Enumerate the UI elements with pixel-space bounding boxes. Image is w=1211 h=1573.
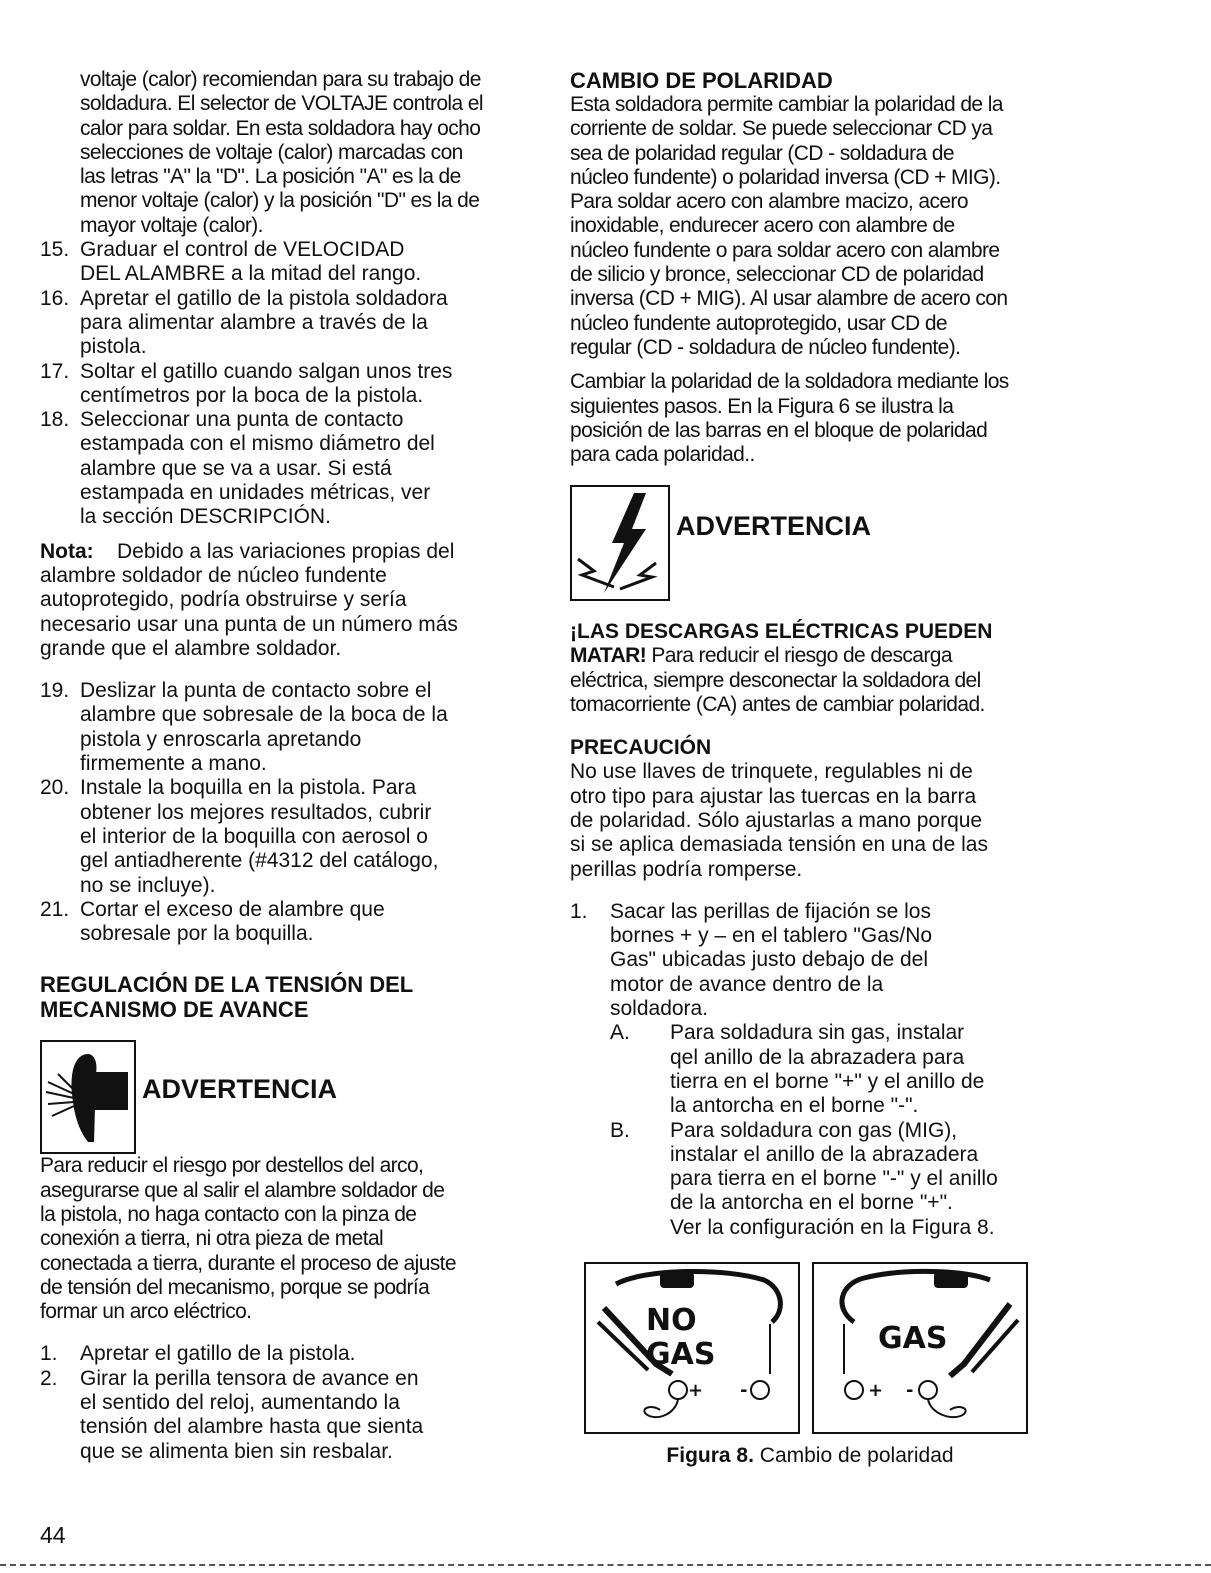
- text-line: Para soldadura con gas (MIG),: [670, 1118, 958, 1142]
- text-line: alambre soldador de núcleo fundente: [40, 563, 387, 587]
- text-line: conexión a tierra, ni otra pieza de metal: [40, 1227, 384, 1251]
- heading-line: MECANISMO DE AVANCE: [40, 997, 309, 1023]
- text-line: Gas" ubicadas justo debajo de del: [610, 948, 929, 972]
- text-line: Ver la configuración en la Figura 8.: [670, 1215, 995, 1239]
- step-number: 2.: [40, 1366, 58, 1390]
- step-18: [40, 408, 530, 529]
- polarity-substep-a: [570, 1021, 1050, 1118]
- step-number: 16.: [40, 286, 70, 310]
- electric-shock-icon: [570, 485, 670, 601]
- shock-headline: ¡LAS DESCARGAS ELÉCTRICAS PUEDEN: [570, 620, 993, 644]
- text-line: alambre que se va a usar. Si está: [80, 456, 392, 480]
- text-line: Para reducir el riesgo por destellos del arco,: [40, 1154, 424, 1178]
- figure-caption: [570, 1444, 1050, 1468]
- note-label: Nota:: [40, 539, 94, 563]
- step-number: 15.: [40, 238, 70, 262]
- text-line: estampada con el mismo diámetro del: [80, 432, 435, 456]
- text-line: tensión del alambre hasta que sienta: [80, 1415, 424, 1439]
- shock-headline-end: MATAR!: [570, 644, 647, 668]
- caution-text: [570, 760, 1050, 881]
- text-line: soldadora.: [610, 997, 709, 1021]
- figure-caption-label: Figura 8.: [666, 1443, 754, 1467]
- step-15: [40, 238, 530, 287]
- substep-letter: B.: [610, 1118, 630, 1142]
- text-line: de silicio y bronce, seleccionar CD de polaridad: [570, 263, 984, 287]
- text-line: menor voltaje (calor) y la posición "D" es la de: [80, 189, 480, 213]
- text-line: que se alimenta bien sin resbalar.: [80, 1439, 393, 1463]
- text-line: Soltar el gatillo cuando salgan unos tres: [80, 359, 453, 383]
- text-line: Seleccionar una punta de contacto: [80, 408, 404, 432]
- text-line: instalar el anillo de la abrazadera: [670, 1142, 979, 1166]
- text-line: Apretar el gatillo de la pistola soldadora: [80, 286, 448, 310]
- text-line: necesario usar una punta de un número más: [40, 612, 458, 636]
- text-line: No use llaves de trinquete, regulables ni de: [570, 760, 973, 784]
- text-line: conectada a tierra, durante el proceso de ajuste: [40, 1251, 456, 1275]
- text-line: inoxidable, endurecer acero con alambre de: [570, 214, 955, 238]
- text-line: para tierra en el borne "-" y el anillo: [670, 1167, 998, 1191]
- text-line: Cortar el exceso de alambre que: [80, 897, 385, 921]
- text-line: núcleo fundente autoprotegido, usar CD de: [570, 311, 948, 335]
- text-line: gel antiadherente (#4312 del catálogo,: [80, 849, 439, 873]
- text-line: de la antorcha en el borne "+".: [670, 1191, 953, 1215]
- text-line: centímetros por la boca de la pistola.: [80, 383, 424, 407]
- text-line: la antorcha en el borne "-".: [670, 1094, 919, 1118]
- plus-sign: +: [868, 1379, 884, 1401]
- polarity-paragraph-2: [570, 370, 1050, 467]
- page-number: 44: [40, 1522, 66, 1548]
- warning-text: [40, 1154, 530, 1324]
- text-line: no se incluye).: [80, 873, 216, 897]
- text-line: obtener los mejores resultados, cubrir: [80, 800, 432, 824]
- shock-text: [570, 619, 1050, 717]
- text-line: asegurarse que al salir el alambre soldador de: [40, 1178, 445, 1202]
- text-line: pistola.: [80, 335, 147, 359]
- text-line: [570, 644, 1050, 668]
- polarity-paragraph-1: [570, 93, 1050, 360]
- shock-line-rest: Para reducir el riesgo de descarga: [646, 644, 952, 668]
- left-column: [40, 68, 530, 1464]
- text-line: núcleo fundente o para soldar acero con alambre: [570, 238, 1000, 262]
- text-line: formar un arco eléctrico.: [40, 1300, 252, 1324]
- text-line: soldadura. El selector de VOLTAJE controla el: [80, 92, 483, 116]
- text-line: qel anillo de la abrazadera para: [670, 1045, 965, 1069]
- text-line: motor de avance dentro de la: [610, 972, 884, 996]
- text-line: corriente de soldar. Se puede seleccionar CD ya: [570, 117, 993, 141]
- tension-step-1: [40, 1342, 530, 1366]
- text-line: voltaje (calor) recomiendan para su trabajo de: [80, 68, 481, 91]
- text-line: Instale la boquilla en la pistola. Para: [80, 776, 417, 800]
- polarity-step-1: [570, 900, 1050, 1021]
- step-number: 17.: [40, 359, 70, 383]
- step-17: [40, 360, 530, 409]
- text-line: firmemente a mano.: [80, 752, 267, 776]
- text-line: tomacorriente (CA) antes de cambiar polaridad.: [570, 693, 985, 717]
- text-line: grande que el alambre soldador.: [40, 636, 342, 660]
- text-line: el interior de la boquilla con aerosol o: [80, 824, 428, 848]
- step-19: [40, 679, 530, 776]
- text-line: autoprotegido, podría obstruirse y sería: [40, 588, 407, 612]
- polarity-substep-b: [570, 1119, 1050, 1240]
- tension-step-2: [40, 1367, 530, 1464]
- text-line: Apretar el gatillo de la pistola.: [80, 1342, 356, 1366]
- step-number: 1.: [570, 899, 588, 923]
- heading-line: REGULACIÓN DE LA TENSIÓN DEL: [40, 972, 414, 998]
- text-line: estampada en unidades métricas, ver: [80, 481, 431, 505]
- text-line: Cambiar la polaridad de la soldadora mediante los: [570, 370, 1009, 394]
- note-block: [40, 540, 530, 661]
- caution-heading: PRECAUCIÓN: [570, 736, 712, 760]
- shock-warning: [570, 485, 1050, 601]
- gas-label: GAS: [878, 1320, 948, 1356]
- step-number: 18.: [40, 408, 70, 432]
- text-line: inversa (CD + MIG). Al usar alambre de acero con: [570, 287, 1008, 311]
- warning-title: ADVERTENCIA: [676, 511, 872, 542]
- right-column: [570, 68, 1050, 1468]
- plus-sign: +: [688, 1379, 704, 1401]
- text-line: calor para soldar. En esta soldadora hay ocho: [80, 116, 481, 140]
- text-line: perillas podría romperse.: [570, 857, 803, 881]
- text-line: para cada polaridad..: [570, 443, 755, 467]
- polarity-figure: [584, 1262, 1050, 1434]
- text-line: el sentido del reloj, aumentando la: [80, 1391, 400, 1415]
- section-heading-polarity: CAMBIO DE POLARIDAD: [570, 68, 833, 93]
- text-line: sobresale por la boquilla.: [80, 922, 314, 946]
- text-line: sea de polaridad regular (CD - soldadura de: [570, 141, 954, 165]
- step-number: 1.: [40, 1342, 58, 1366]
- text-line: las letras "A" la "D". La posición "A" es la de: [80, 165, 461, 189]
- text-line: mayor voltaje (calor).: [80, 213, 263, 237]
- step-16: [40, 287, 530, 360]
- note-first-line: Debido a las variaciones propias del: [117, 539, 455, 563]
- arc-flash-warning: [40, 1040, 530, 1154]
- text-line: de polaridad. Sólo ajustarlas a mano porque: [570, 808, 983, 832]
- text-line: pistola y enroscarla apretando: [80, 727, 362, 751]
- no-gas-panel: [584, 1262, 800, 1434]
- minus-sign: -: [740, 1379, 748, 1401]
- text-line: Esta soldadora permite cambiar la polaridad de la: [570, 93, 1003, 116]
- step-21: [40, 898, 530, 947]
- step-20: [40, 776, 530, 897]
- voltage-intro: [40, 68, 530, 238]
- no-gas-label-1: NO: [646, 1302, 697, 1338]
- minus-sign: -: [906, 1379, 914, 1401]
- text-line: posición de las barras en el bloque de polaridad: [570, 418, 988, 442]
- step-number: 21.: [40, 897, 70, 921]
- text-line: otro tipo para ajustar las tuercas en la barra: [570, 784, 977, 808]
- text-line: Para soldadura sin gas, instalar: [670, 1021, 965, 1045]
- no-gas-label-2: GAS: [646, 1336, 716, 1372]
- gas-panel: [812, 1262, 1028, 1434]
- text-line: Graduar el control de VELOCIDAD: [80, 238, 405, 262]
- step-number: 20.: [40, 776, 70, 800]
- text-line: Sacar las perillas de fijación se los: [610, 899, 931, 923]
- section-heading-tension: [40, 972, 530, 1022]
- text-line: si se aplica demasiada tensión en una de las: [570, 833, 988, 857]
- warning-title: ADVERTENCIA: [142, 1074, 338, 1105]
- text-line: [40, 540, 530, 564]
- text-line: Para soldar acero con alambre macizo, acero: [570, 190, 968, 214]
- text-line: tierra en el borne "+" y el anillo de: [670, 1069, 985, 1093]
- text-line: núcleo fundente) o polaridad inversa (CD + MIG).: [570, 165, 1001, 189]
- text-line: selecciones de voltaje (calor) marcadas con: [80, 140, 463, 164]
- figure-caption-text: Cambio de polaridad: [753, 1443, 954, 1467]
- text-line: la sección DESCRIPCIÓN.: [80, 505, 331, 529]
- text-line: de tensión del mecanismo, porque se podría: [40, 1275, 430, 1299]
- text-line: DEL ALAMBRE a la mitad del rango.: [80, 262, 422, 286]
- text-line: regular (CD - soldadura de núcleo fundente).: [570, 335, 961, 359]
- text-line: Deslizar la punta de contacto sobre el: [80, 679, 432, 703]
- text-line: Girar la perilla tensora de avance en: [80, 1366, 419, 1390]
- text-line: alambre que sobresale de la boca de la: [80, 703, 448, 727]
- substep-letter: A.: [610, 1021, 630, 1045]
- text-line: eléctrica, siempre desconectar la soldadora del: [570, 668, 981, 692]
- bottom-rule: [0, 1564, 1211, 1566]
- text-line: siguientes pasos. En la Figura 6 se ilustra la: [570, 394, 954, 418]
- step-number: 19.: [40, 679, 70, 703]
- text-line: bornes + y – en el tablero "Gas/No: [610, 924, 933, 948]
- text-line: para alimentar alambre a través de la: [80, 310, 428, 334]
- welding-helmet-icon: [40, 1040, 136, 1154]
- text-line: la pistola, no haga contacto con la pinza de: [40, 1202, 417, 1226]
